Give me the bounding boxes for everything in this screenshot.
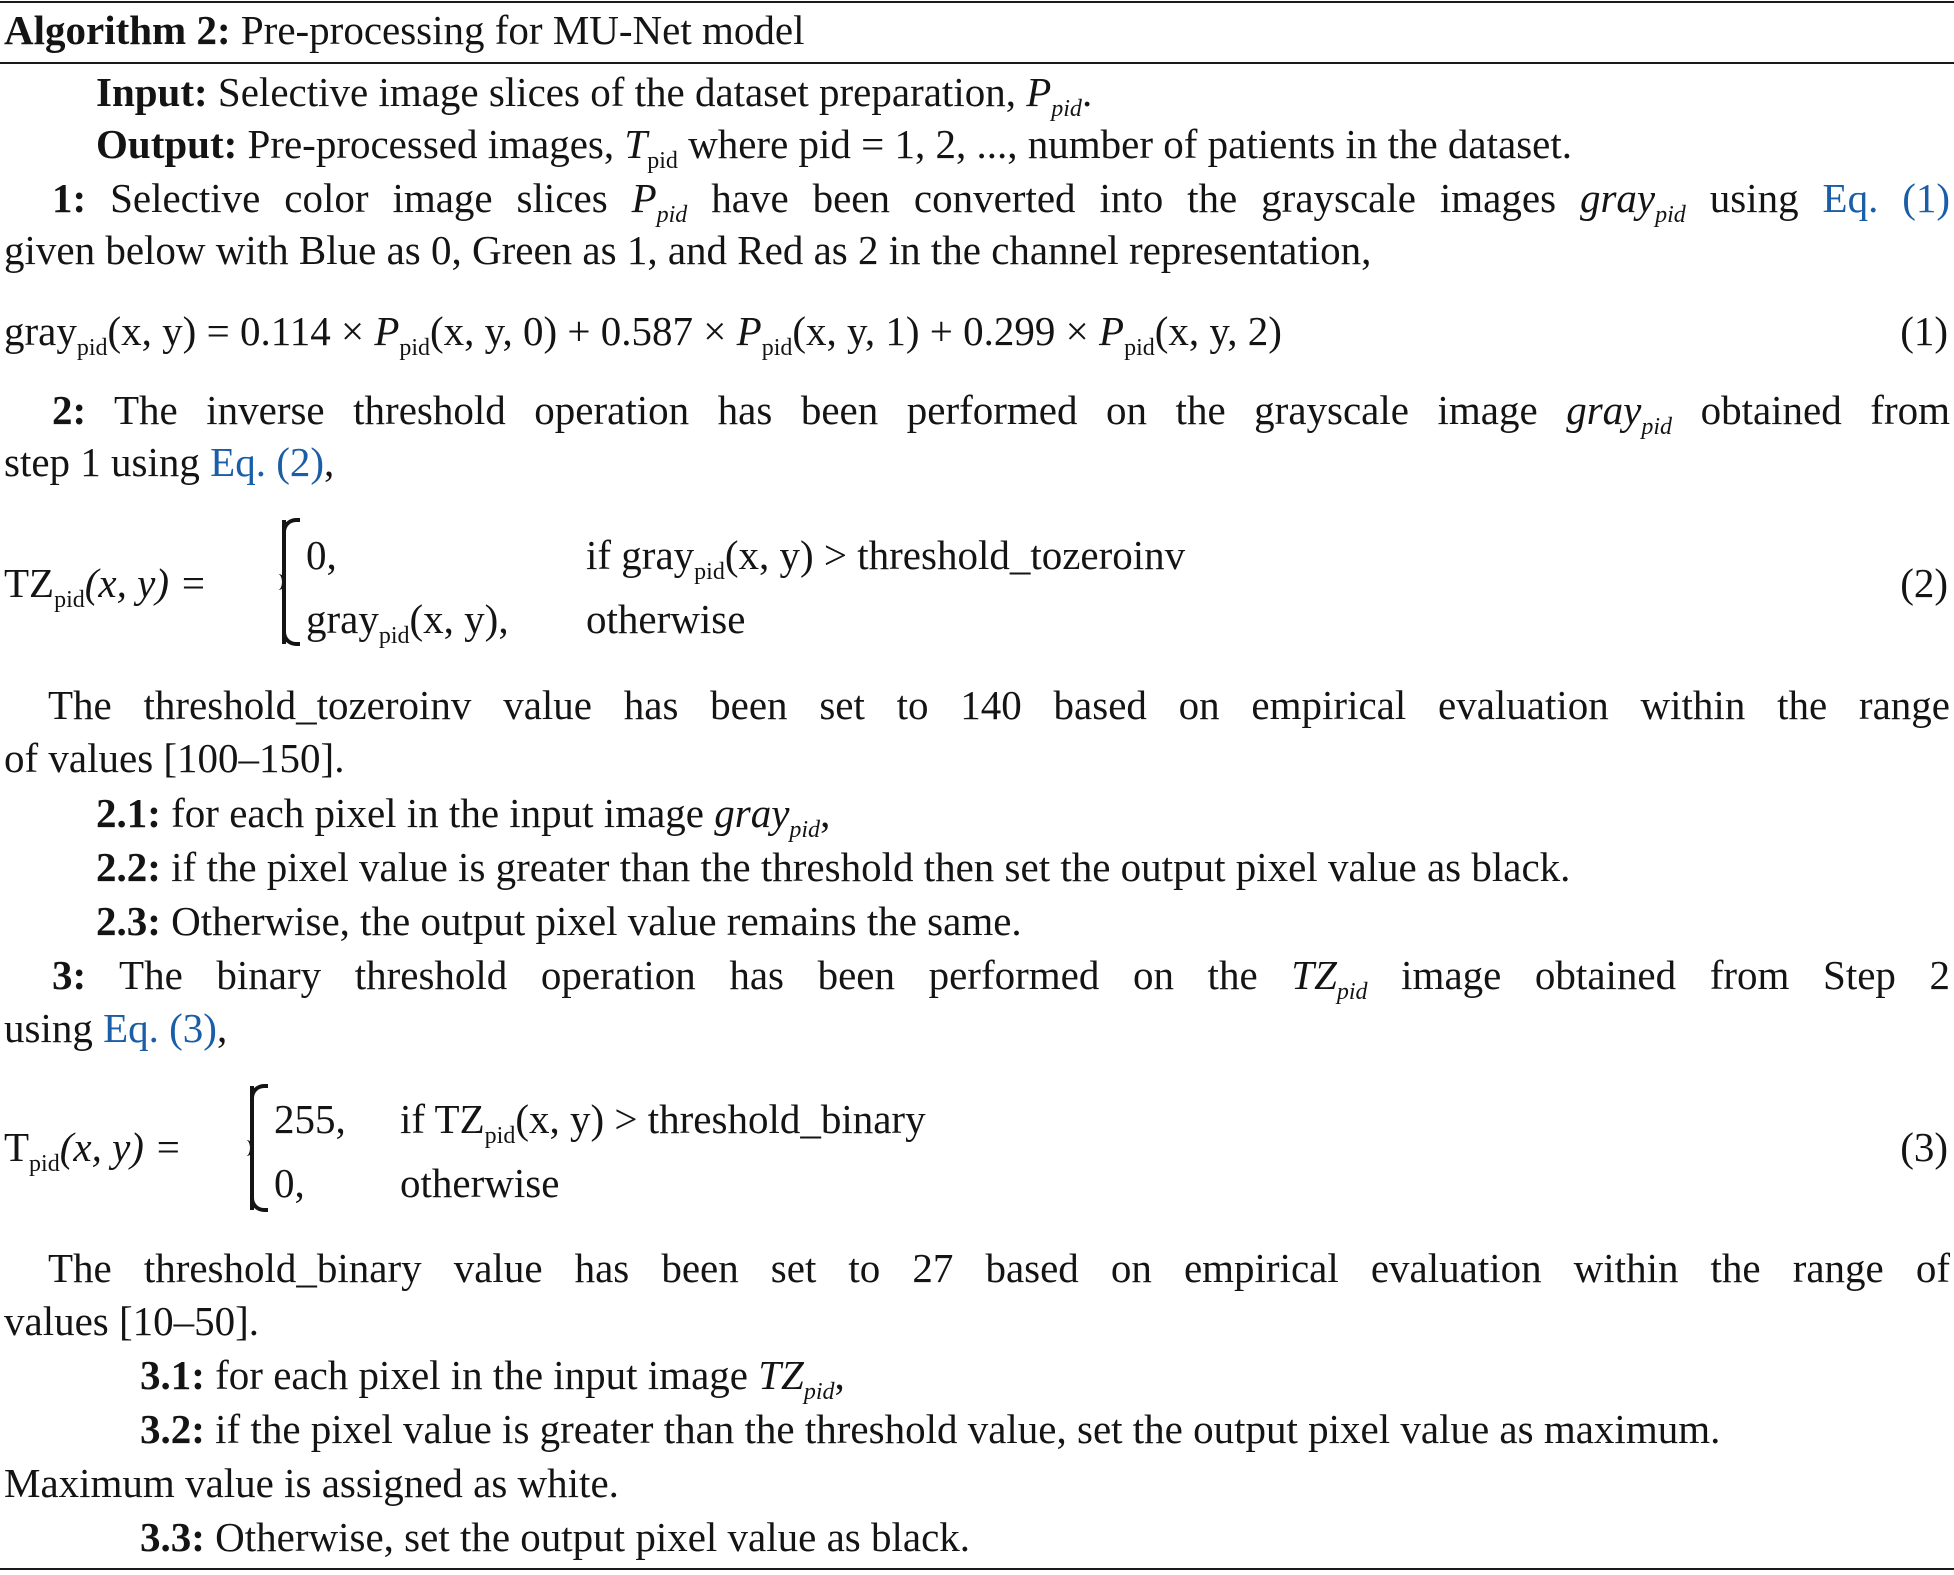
eq2-case1-cond-a: if gray [586,532,695,578]
eq1-t2-args: (x, y, 1) + 0.299 × [792,308,1100,354]
eq1-lhs-args: (x, y) = 0.114 × [107,308,375,354]
step2-2-label: 2.2: [96,844,161,890]
eq2-lhs: TZ [4,560,55,606]
step2-label: 2: [52,387,87,433]
output-line [96,119,1954,174]
eq2-case1-condition [586,530,1186,585]
para3-line1: The threshold_binary value has been set to 27 based on empirical evaluation within the range of [48,1245,1950,1291]
eq1-number: (1) [1900,308,1948,354]
equation-1 [4,306,1952,361]
step2-3 [96,896,1954,946]
eq3-case1-cond-sub: pid [484,1123,516,1149]
algorithm-label: Algorithm 2: [4,7,231,53]
output-symbol-sub: pid [647,148,678,174]
para3-line2: values [10–50]. [4,1298,260,1344]
step2-1-label: 2.1: [96,790,161,836]
step2-line1 [52,385,1950,440]
bottom-rule [0,1568,1954,1570]
eq1-lhs-sub: pid [76,335,108,361]
eq3-brace [250,1086,276,1210]
step2-1-sym-sub: pid [789,817,821,843]
input-symbol-sub: pid [1051,96,1082,122]
algorithm-title: Pre-processing for MU-Net model [240,7,805,53]
step1-line1 [52,173,1951,228]
eq3-lhs: T [4,1124,30,1170]
eq2-case2-val-b: (x, y), [409,596,509,642]
step2-2 [96,842,1954,892]
eq2-case2-value [306,594,509,649]
step3-1 [140,1350,1954,1405]
step3-text-b: image obtained from Step 2 [1401,952,1951,998]
step3-2 [140,1404,1954,1454]
step2-1-sym: gray [714,790,790,836]
eq2-case2-condition: otherwise [586,596,746,642]
eq1-t1-args: (x, y, 0) + 0.587 × [430,308,737,354]
eq1-t2-sub: pid [761,335,793,361]
step3-text-a: The binary threshold operation has been performed on the [119,952,1258,998]
eq2-link[interactable]: Eq. (2) [210,439,325,485]
algorithm-title-line [4,5,1952,55]
header-rule [0,62,1954,64]
step2-2-text: if the pixel value is greater than the threshold then set the output pixel value as black. [171,844,1571,890]
output-tail: where pid = 1, 2, ..., number of patients in the dataset. [688,121,1573,167]
eq2-number: (2) [1900,560,1948,606]
step1-label: 1: [52,175,87,221]
step2-line2 [4,437,1952,487]
step3-1-tail: , [834,1352,845,1398]
eq2-case1-value: 0, [306,532,337,578]
para2-line1: The threshold_tozeroinv value has been set to 140 based on empirical evaluation within the range [48,682,1950,728]
output-label: Output: [96,121,238,167]
step2-sym-gray-sub: pid [1641,414,1673,440]
step2-line2-a: step 1 using [4,439,200,485]
eq1-t1-sym: P [374,308,400,354]
step1-line2: given below with Blue as 0, Green as 1, and Red as 2 in the channel representation, [4,227,1372,273]
step1-text-b: have been converted into the grayscale images [711,175,1557,221]
step2-3-text: Otherwise, the output pixel value remains the same. [171,898,1022,944]
step1-sym-p: P [631,175,657,221]
step1-text-c: using [1709,175,1799,221]
step2-3-label: 2.3: [96,898,161,944]
eq3-case1-cond-b: (x, y) > threshold_binary [515,1096,926,1142]
step3-sym-sub: pid [1336,979,1368,1005]
eq3-case2-value: 0, [274,1160,305,1206]
eq3-lhs-sub: pid [29,1151,60,1177]
step1-text-a: Selective color image slices [110,175,608,221]
top-rule [0,1,1954,3]
para2-line2: of values [100–150]. [4,735,345,781]
eq1-link[interactable]: Eq. (1) [1822,175,1951,221]
eq2-case1-cond-b: (x, y) > threshold_tozeroinv [724,532,1186,578]
step3-2-text: if the pixel value is greater than the threshold value, set the output pixel value as maximum. [215,1406,1721,1452]
step2-sym-gray: gray [1566,387,1642,433]
step3-2-cont: Maximum value is assigned as white. [4,1460,619,1506]
step2-text-b: obtained from [1700,387,1950,433]
eq3-case2-condition: otherwise [400,1160,560,1206]
eq2-brace [282,520,308,644]
step1-sym-gray-sub: pid [1655,202,1686,228]
eq2-case2-val-a: gray [306,596,379,642]
input-text: Selective image slices of the dataset preparation, [217,69,1016,115]
step3-3-text: Otherwise, set the output pixel value as black. [215,1514,971,1560]
step3-1-label: 3.1: [140,1352,205,1398]
step3-1-sym-sub: pid [803,1379,835,1405]
eq3-lhs-args: (x, y) = [59,1124,182,1170]
eq2-case2-val-sub: pid [378,623,410,649]
eq1-t2-sym: P [736,308,762,354]
step3-1-sym: TZ [758,1352,804,1398]
eq1-lhs: gray [4,308,77,354]
eq3-case1-value: 255, [274,1096,346,1142]
input-label: Input: [96,69,208,115]
step1-sym-p-sub: pid [656,202,688,228]
step3-label: 3: [52,952,87,998]
eq3-case1-cond-a: if TZ [400,1096,485,1142]
output-text: Pre-processed images, [247,121,615,167]
eq1-t3-args: (x, y, 2) [1154,308,1282,354]
eq1-t1-sub: pid [399,335,431,361]
eq1-t3-sub: pid [1124,335,1155,361]
eq1-t3-sym: P [1099,308,1125,354]
step3-sym: TZ [1291,952,1337,998]
output-symbol: T [624,121,648,167]
eq2-lhs-args: (x, y) = [84,560,207,606]
eq2-lhs-sub: pid [54,587,85,613]
input-tail: . [1081,69,1093,115]
input-line [96,67,1954,122]
eq3-number: (3) [1900,1124,1948,1170]
step3-line2 [4,1003,1952,1053]
step3-line2-b: , [216,1005,228,1051]
step1-sym-gray: gray [1579,175,1656,221]
step3-3-label: 3.3: [140,1514,205,1560]
step3-3 [140,1512,1954,1562]
step2-line2-b: , [324,439,335,485]
eq3-case1-condition [400,1094,926,1149]
step3-line2-a: using [4,1005,93,1051]
step2-1 [96,788,1954,843]
step2-text-a: The inverse threshold operation has been performed on the grayscale image [113,387,1538,433]
eq3-link[interactable]: Eq. (3) [103,1005,217,1051]
step2-1-text: for each pixel in the input image [171,790,704,836]
input-symbol: P [1026,69,1052,115]
step3-line1 [52,950,1951,1005]
step2-1-tail: , [820,790,831,836]
step3-1-text: for each pixel in the input image [215,1352,748,1398]
step3-2-label: 3.2: [140,1406,205,1452]
eq2-case1-cond-sub: pid [694,559,725,585]
